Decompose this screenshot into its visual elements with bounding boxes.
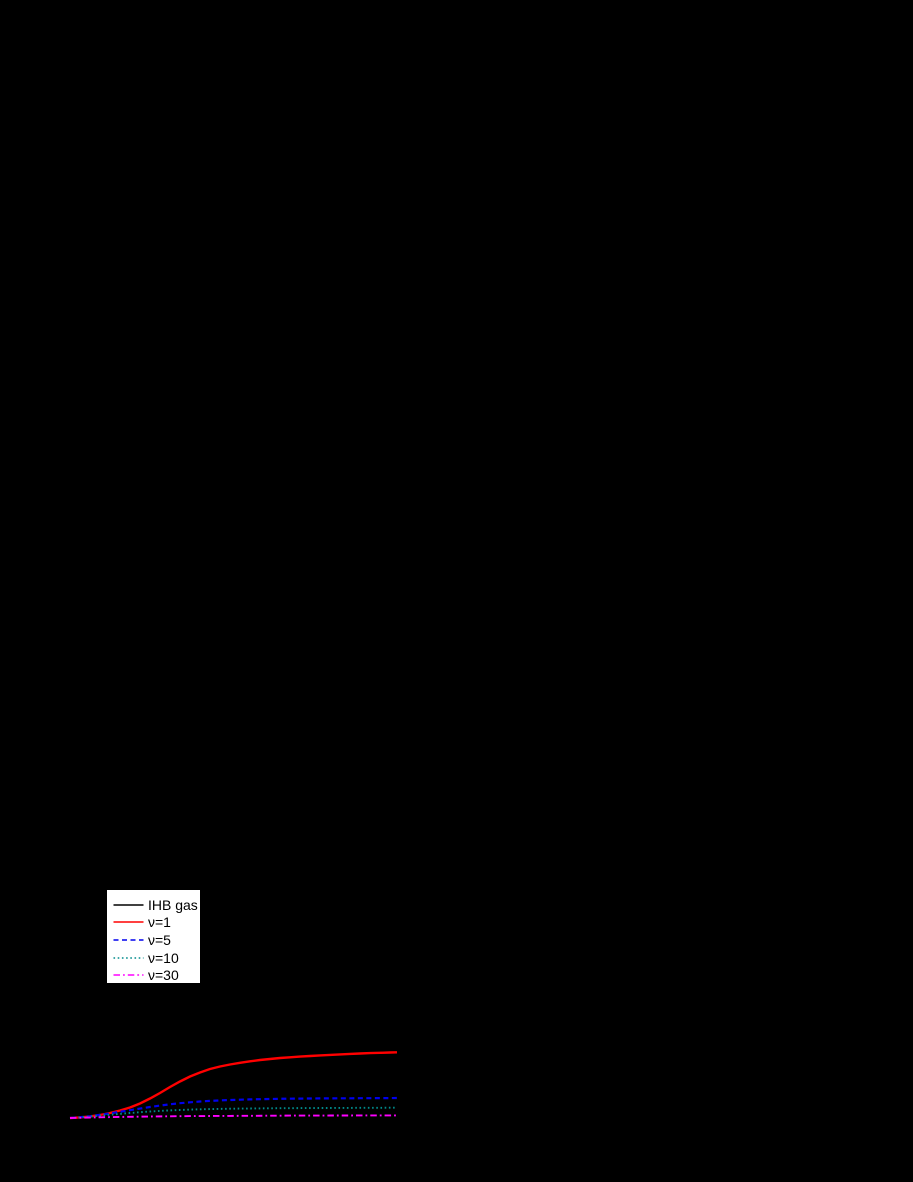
- legend-line-sample-nu-10: [113, 950, 144, 966]
- series-line-4: [70, 1115, 397, 1118]
- legend-box: [106, 889, 201, 984]
- legend-label-ihb-gas: IHB gas: [148, 896, 198, 913]
- legend-item-nu-5: [113, 931, 200, 949]
- legend-line-sample-nu-5: [113, 932, 144, 948]
- legend-item-nu-30: [113, 966, 200, 984]
- legend-label-nu-30: ν=30: [148, 967, 179, 984]
- legend-item-nu-1: [113, 914, 200, 932]
- legend-label-nu-10: ν=10: [148, 949, 179, 966]
- legend-line-sample-nu-1: [113, 914, 144, 930]
- legend-line-sample-ihb-gas: [113, 897, 144, 913]
- legend-label-nu-5: ν=5: [148, 931, 171, 948]
- legend-label-nu-1: ν=1: [148, 914, 171, 931]
- legend-line-sample-nu-30: [113, 967, 144, 983]
- legend-item-nu-10: [113, 949, 200, 967]
- legend-item-ihb-gas: [113, 896, 200, 914]
